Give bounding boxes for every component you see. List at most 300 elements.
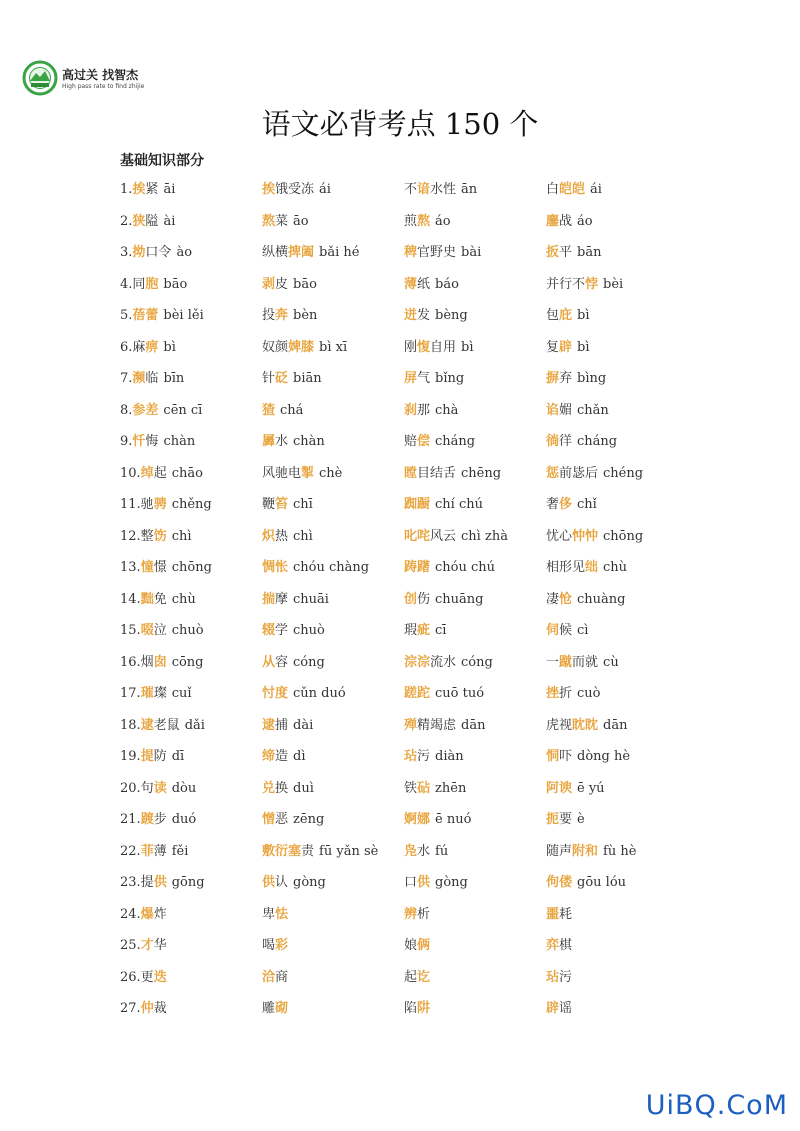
entry-highlight: 囱 [153,654,167,670]
entry-highlight: 皑皑 [559,182,586,197]
entry-prefix: 白 [546,182,560,197]
entry-highlight: 挨 [132,182,146,197]
entry-pinyin: ào [176,245,193,260]
entry-pinyin: chēng [461,465,502,481]
entry-pinyin: chōng [171,560,212,575]
entry-pinyin: bì xī [319,339,348,355]
entry-prefix: 口 [404,875,418,890]
entry-highlight: 稗 [404,245,418,260]
entry-pinyin: chè [319,465,343,481]
entry-suffix: 口令 [145,245,172,260]
entry-pinyin: cǔn duó [293,686,346,701]
entry-pinyin: bì [577,308,590,323]
entry-highlight: 捭阖 [288,245,315,260]
entry-suffix: 精竭虑 [417,717,457,733]
watermark: UiBQ.CoM [645,1090,788,1121]
vocab-entry [120,527,262,559]
vocab-entry [262,401,404,433]
entry-prefix: 22. [120,843,141,859]
vocab-entry [120,842,262,874]
vocab-entry [546,653,688,685]
entry-pinyin: chǎn [577,402,609,418]
vocab-entry [546,999,688,1031]
entry-highlight: 黜 [140,591,154,607]
entry-highlight: 猹 [262,402,276,418]
entry-highlight: 庇 [559,308,573,323]
vocab-entry [120,747,262,779]
vocab-entry [546,873,688,905]
entry-highlight: 伺 [546,623,560,638]
entry-pinyin: bìng [577,371,607,386]
entry-prefix: 3. [120,245,133,260]
entry-suffix: 前毖后 [559,465,599,481]
vocab-entry [546,432,688,464]
entry-pinyin: āo [293,213,309,229]
entry-prefix: 虎视 [546,717,573,733]
entry-pinyin: diàn [435,749,464,764]
vocab-entry [262,338,404,370]
entry-highlight: 憎 [262,812,276,827]
entry-suffix: 老鼠 [153,717,180,733]
entry-highlight: 眈眈 [572,717,599,733]
entry-highlight: 挨 [262,182,276,197]
vocab-entry [546,338,688,370]
entry-highlight: 玷 [546,969,560,985]
entry-pinyin: ān [461,182,478,197]
vocab-entry [262,590,404,622]
vocab-entry [262,968,404,1000]
entry-prefix: 相形见 [546,560,586,575]
entry-highlight: 奔 [275,308,289,323]
entry-suffix: 饿受冻 [275,182,315,197]
entry-suffix: 皮 [275,276,289,292]
entry-highlight: 蓓蕾 [132,308,159,323]
entry-highlight: 供 [153,875,167,890]
vocab-entry [404,369,546,401]
vocab-entry [546,464,688,496]
entry-pinyin: duó [171,812,197,827]
entry-prefix: 奴颜 [262,339,289,355]
entry-prefix: 并行不 [546,276,586,292]
entry-highlight: 参差 [132,402,159,418]
vocab-entry [120,180,262,212]
entry-pinyin: chóu chàng [293,560,370,575]
entry-pinyin: āi [163,182,176,197]
entry-highlight: 拗 [132,245,146,260]
entry-highlight: 踱 [140,812,154,827]
entry-highlight: 叱咤 [404,528,431,544]
vocab-entry [546,590,688,622]
entry-pinyin: cuò [577,686,601,701]
entry-suffix: 紧 [145,182,159,197]
vocab-entry [262,212,404,244]
entry-prefix: 25. [120,938,141,953]
vocab-entry [546,527,688,559]
entry-highlight: 佝偻 [546,875,573,890]
entry-highlight: 掣 [301,465,315,481]
vocab-entry [546,180,688,212]
entry-suffix: 风云 [430,528,457,544]
vocab-entry [546,243,688,275]
entry-highlight: 骋 [153,497,167,512]
entry-pinyin: cì [577,623,589,638]
entry-suffix: 弃 [559,371,573,386]
vocab-entry [120,369,262,401]
entry-pinyin: chéng [603,465,644,481]
entry-suffix: 平 [559,245,573,260]
entry-highlight: 摒 [546,371,560,386]
vocab-entry [120,810,262,842]
vocab-entry [262,243,404,275]
entry-prefix: 雕 [262,1001,276,1016]
entry-pinyin: dòng hè [577,749,631,764]
vocab-entry [404,212,546,244]
entry-suffix: 憬 [153,560,167,575]
entry-suffix: 目结舌 [417,465,457,481]
entry-suffix: 纸 [417,276,431,292]
entry-suffix: 临 [145,371,159,386]
entry-suffix: 摩 [275,591,289,607]
vocab-entry [404,684,546,716]
entry-highlight: 蹴 [559,654,573,670]
vocab-entry [546,621,688,653]
entry-highlight: 附和 [572,843,599,859]
entry-highlight: 提 [140,749,154,764]
entry-highlight: 创 [404,591,418,607]
entry-highlight: 笞 [275,497,289,512]
vocab-entry [546,369,688,401]
entry-highlight: 淙淙 [404,654,431,670]
vocab-entry [262,558,404,590]
vocab-entry [546,968,688,1000]
entry-highlight: 逮 [140,717,154,733]
entry-pinyin: bèi lěi [163,308,204,323]
entry-pinyin: chěng [171,497,212,512]
entry-pinyin: báo [435,276,459,292]
entry-highlight: 婢膝 [288,339,315,355]
vocab-entry [262,684,404,716]
vocab-entry [120,495,262,527]
entry-highlight: 刹 [404,402,418,418]
entry-suffix: 认 [275,875,289,890]
entry-suffix: 候 [559,623,573,638]
entry-prefix: 21. [120,812,141,827]
entry-highlight: 羼 [262,434,276,449]
vocab-entry [404,747,546,779]
logo-tagline: High pass rate to find zhijie [62,83,145,90]
entry-pinyin: chì [171,528,192,544]
entry-highlight: 蹉跎 [404,686,431,701]
entry-prefix: 针 [262,371,276,386]
entry-prefix: 娘 [404,938,418,953]
entry-highlight: 怆 [559,591,573,607]
entry-pinyin: biān [293,371,322,386]
entry-suffix: 发 [417,308,431,323]
entry-pinyin: chuāng [435,591,484,607]
entry-highlight: 从 [262,654,276,670]
entry-pinyin: chǐ [577,497,597,512]
entry-pinyin: dòu [171,780,197,796]
entry-suffix: 炸 [153,906,167,922]
entry-suffix: 那 [417,402,431,418]
vocab-entry [262,180,404,212]
entry-prefix: 复 [546,339,560,355]
vocab-entry [546,936,688,968]
vocab-entry [404,495,546,527]
entry-highlight: 炽 [262,528,276,544]
entry-highlight: 彩 [275,938,289,953]
entry-highlight: 绌 [585,560,599,575]
vocab-entry [404,306,546,338]
entry-highlight: 痹 [145,339,159,355]
entry-pinyin: chóu chú [435,560,496,575]
vocab-entry [404,621,546,653]
entry-highlight: 啜 [140,623,154,638]
vocab-entry [120,558,262,590]
entry-pinyin: bèng [435,308,468,323]
entry-highlight: 鏖 [546,213,560,229]
vocab-entry [404,558,546,590]
entry-suffix: 容 [275,654,289,670]
entry-suffix: 官野史 [417,245,457,260]
vocab-entry [404,275,546,307]
vocab-entry [262,306,404,338]
entry-pinyin: bīn [163,371,185,386]
entry-pinyin: ē yú [577,780,605,796]
entry-highlight: 扼 [546,812,560,827]
entry-pinyin: chōng [603,528,644,544]
vocab-entry [546,495,688,527]
entry-suffix: 伤 [417,591,431,607]
vocab-entry [262,810,404,842]
vocab-entry [120,968,262,1000]
vocab-entry [404,716,546,748]
entry-highlight: 侈 [559,497,573,512]
vocab-entry [120,464,262,496]
entry-highlight: 迸 [404,308,418,323]
entry-pinyin: chì [293,528,313,544]
entry-pinyin: duì [293,780,314,796]
entry-highlight: 熬 [417,213,431,229]
vocab-entry [120,306,262,338]
entry-highlight: 惆怅 [262,560,289,575]
entry-pinyin: dān [461,717,486,733]
vocab-entry [404,779,546,811]
entry-pinyin: gòng [435,875,468,890]
entry-pinyin: dì [293,749,306,764]
entry-prefix: 17. [120,686,141,701]
entry-highlight: 挫 [546,686,560,701]
entry-highlight: 扳 [546,245,560,260]
entry-prefix: 铁 [404,780,418,796]
entry-suffix: 污 [417,749,431,764]
entry-highlight: 薄 [404,276,418,292]
entry-pinyin: bǎi hé [319,245,360,260]
vocab-entry [120,873,262,905]
vocab-entry [262,873,404,905]
entry-pinyin: bì [577,339,590,355]
vocab-entry [262,716,404,748]
entry-pinyin: gòng [293,875,326,890]
entry-pinyin: gōu lóu [577,875,627,890]
entry-pinyin: chá [280,402,304,418]
entry-highlight: 憧 [140,560,154,575]
entry-suffix: 璨 [153,686,167,701]
entry-highlight: 砧 [417,780,431,796]
entry-highlight: 噩 [546,906,560,922]
entry-prefix: 陷 [404,1001,418,1016]
vocab-entry [404,432,546,464]
entry-pinyin: dān [603,717,628,733]
entry-highlight: 怯 [275,906,289,922]
entry-prefix: 刚 [404,339,418,355]
entry-prefix: 13. [120,560,141,575]
entry-pinyin: bāo [293,276,317,292]
vocab-entry [546,716,688,748]
entry-highlight: 濒 [132,371,146,386]
vocab-entry [546,779,688,811]
entry-pinyin: cuǐ [171,686,192,701]
entry-highlight: 辟 [546,1001,560,1016]
entry-pinyin: fū yǎn sè [319,843,379,859]
entry-highlight: 菲 [140,843,154,859]
entry-highlight: 逮 [262,717,276,733]
entry-prefix: 19. [120,749,141,764]
entry-suffix: 免 [153,591,167,607]
entry-pinyin: cóng [461,654,493,670]
entry-highlight: 惩 [546,465,560,481]
entry-pinyin: cuō tuó [435,686,485,701]
entry-suffix: 媚 [559,402,573,418]
entry-suffix: 责 [301,843,315,859]
entry-suffix: 步 [153,812,167,827]
entry-prefix: 纵横 [262,245,289,260]
entry-pinyin: chí chú [435,497,483,512]
vocab-entry [546,842,688,874]
entry-prefix: 20.句 [120,780,154,796]
entry-highlight: 洽 [262,969,276,985]
entry-pinyin: chuò [171,623,204,638]
entry-highlight: 璀 [140,686,154,701]
entry-pinyin: chāo [171,465,203,481]
entry-highlight: 偿 [417,434,431,449]
entry-prefix: 起 [404,969,418,985]
entry-highlight: 仲 [140,1001,154,1016]
entry-pinyin: chàn [293,434,325,449]
entry-pinyin: zhēn [435,780,467,796]
entry-pinyin: dǎi [184,717,205,733]
entry-prefix: 11.驰 [120,497,154,512]
vocab-entry [404,905,546,937]
entry-highlight: 辨 [404,906,418,922]
entry-prefix: 14. [120,591,141,607]
entry-highlight: 辟 [559,339,573,355]
entry-pinyin: bèi [603,276,624,292]
entry-suffix: 徉 [559,434,573,449]
entry-highlight: 恫 [546,749,560,764]
entry-pinyin: ē nuó [435,812,472,827]
vocab-entry [546,212,688,244]
vocab-entry [546,275,688,307]
vocab-entry [262,905,404,937]
entry-highlight: 饬 [153,528,167,544]
logo [22,60,192,96]
entry-suffix: 流水 [430,654,457,670]
entry-pinyin: cháng [577,434,618,449]
entry-highlight: 才 [140,938,154,953]
entry-prefix: 8. [120,402,133,418]
entry-pinyin: chàn [163,434,196,449]
entry-pinyin: chuàng [577,591,626,607]
entry-pinyin: zēng [293,812,325,827]
entry-pinyin: ài [163,213,176,229]
vocab-entry [404,338,546,370]
entry-pinyin: chuāi [293,591,329,607]
vocab-entry [404,999,546,1031]
entry-prefix: 16.烟 [120,654,154,670]
entry-prefix: 煎 [404,213,418,229]
entry-pinyin: chī [293,497,313,512]
vocab-entry [546,558,688,590]
entry-pinyin: cī [435,623,447,638]
entry-prefix: 一 [546,654,560,670]
entry-prefix: 9. [120,434,133,449]
entry-highlight: 疵 [417,623,431,638]
entry-pinyin: bèn [293,308,318,323]
vocab-entry [404,842,546,874]
vocab-entry [120,401,262,433]
entry-highlight: 缔 [262,749,276,764]
vocab-entry [262,369,404,401]
vocabulary-table [120,180,800,1031]
entry-pinyin: chà [435,402,459,418]
entry-highlight: 愎 [417,339,431,355]
vocab-entry [120,432,262,464]
entry-pinyin: dī [171,749,185,764]
entry-highlight: 悖 [585,276,599,292]
entry-suffix: 学 [275,623,289,638]
vocab-entry [404,810,546,842]
entry-highlight: 剥 [262,276,276,292]
entry-pinyin: fù hè [603,843,637,859]
entry-suffix: 战 [559,213,573,229]
entry-suffix: 析 [417,906,431,922]
vocab-entry [546,905,688,937]
entry-highlight: 狭 [132,213,146,229]
entry-pinyin: bì [163,339,176,355]
entry-prefix: 忧心 [546,528,573,544]
entry-suffix: 防 [153,749,167,764]
entry-prefix: 1. [120,182,133,197]
entry-prefix: 随声 [546,843,573,859]
vocab-entry [404,527,546,559]
page-title: 语文必背考点 150 个 [261,107,539,141]
entry-pinyin: ái [319,182,331,197]
vocab-entry [404,464,546,496]
vocab-entry [546,747,688,779]
entry-pinyin: cōng [171,654,204,670]
entry-highlight: 徜 [546,434,560,449]
entry-highlight: 俩 [417,938,431,953]
vocab-entry [262,621,404,653]
entry-prefix: 卑 [262,906,276,922]
entry-highlight: 砭 [275,371,289,386]
entry-suffix: 起 [153,465,167,481]
entry-highlight: 兑 [262,780,276,796]
entry-prefix: 风驰电 [262,465,302,481]
entry-prefix: 18. [120,717,141,733]
logo-name: 高过关 找智杰 [62,68,139,82]
